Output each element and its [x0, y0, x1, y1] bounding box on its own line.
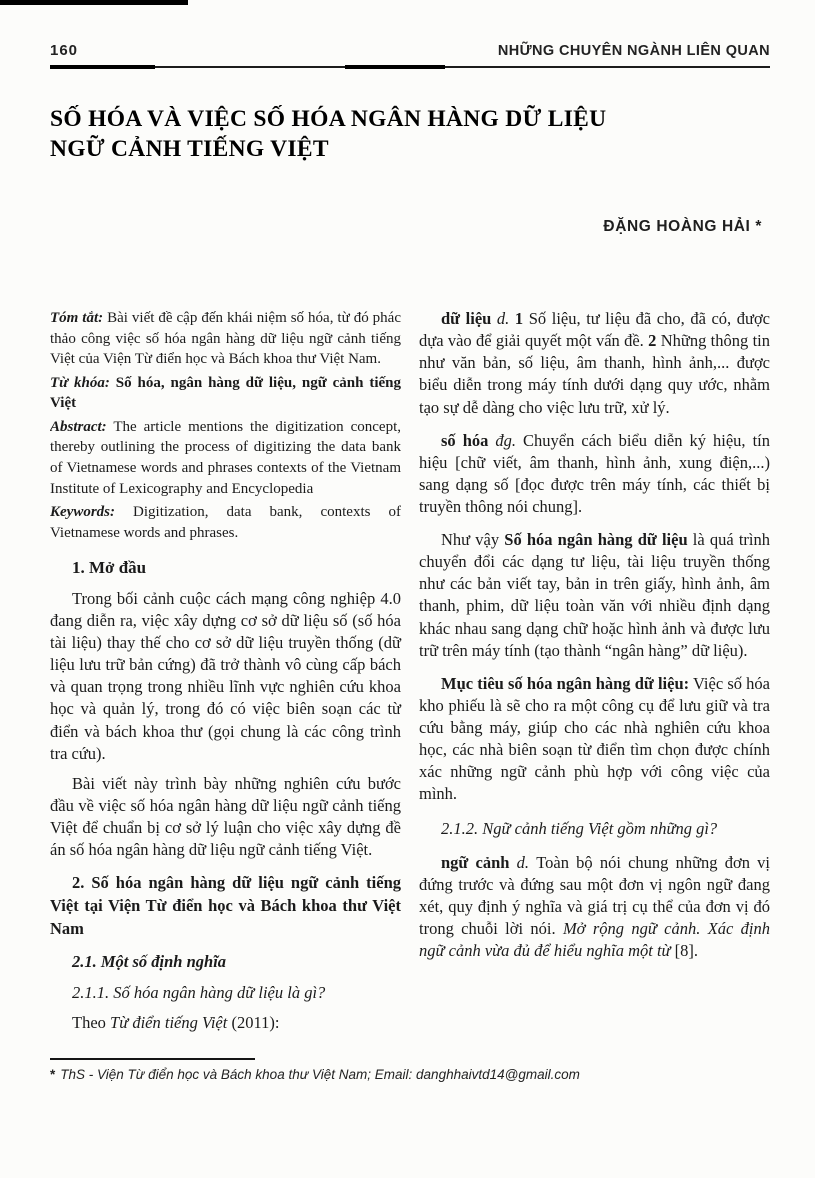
- footnote-text-line: [50, 1067, 770, 1082]
- sense-1-number: 1: [514, 309, 529, 329]
- nhu-vay-pre: Như vậy: [441, 530, 505, 550]
- footnote-marker: *: [50, 1067, 56, 1082]
- footnote: [50, 1058, 770, 1082]
- section-2-1-1-heading: 2.1.1. Số hóa ngân hàng dữ liệu là gì?: [72, 982, 326, 1002]
- nhu-vay-bold-phrase: Số hóa ngân hàng dữ liệu: [504, 530, 688, 550]
- sense-2-number: 2: [648, 331, 657, 351]
- term-ngu-canh: ngữ cảnh: [441, 852, 510, 872]
- two-column-body: [50, 308, 770, 1050]
- section-2-1-1-lead: [50, 1012, 401, 1034]
- lead-pre: Theo: [72, 1012, 111, 1032]
- ngu-canh-definition: [419, 852, 770, 963]
- term-du-lieu: dữ liệu: [441, 309, 492, 329]
- right-column: [419, 308, 770, 1050]
- article-title-line-1: SỐ HÓA VÀ VIỆC SỐ HÓA NGÂN HÀNG DỮ LIỆU: [50, 106, 607, 132]
- keywords-paragraph: [50, 502, 401, 543]
- section-1-paragraph-1: Trong bối cảnh cuộc cách mạng công nghiệp 4.0 đang diễn ra, việc xây dựng cơ sở dữ liệu số (số hóa tài liệu) thay thế cho cơ sở dữ liệu truyền thống (dữ liệu lưu trữ bản cứng) đã trở thành vô cùng cấp bách và quan trọng trong nhiều lĩnh vực nghiên cứu khoa học và quản lý, trong đó có việc biên soạn các từ điển và bách khoa thư (gọi chung là các công trình tra cứu).: [50, 588, 401, 763]
- sense-1-text: Số liệu, tư liệu đã cho, đã có, được dựa vào để giải quyết một vấn đề.: [419, 309, 770, 351]
- abstract-paragraph: [50, 417, 401, 499]
- tu-khoa-paragraph: [50, 373, 401, 414]
- nhu-vay-paragraph: [419, 529, 770, 662]
- tu-khoa-label: Từ khóa:: [50, 374, 110, 391]
- footnote-text: ThS - Viện Từ điển học và Bách khoa thư Việt Nam; Email: danghhaivtd14@gmail.com: [60, 1067, 580, 1082]
- section-1-heading: 1. Mở đầu: [72, 558, 147, 578]
- article-title: [50, 104, 770, 164]
- running-header: [50, 0, 770, 59]
- pos-abbrev: đg.: [488, 430, 524, 450]
- ngu-canh-text: Toàn bộ nói chung những đơn vị đứng trước và đứng sau một đơn vị ngôn ngữ đang xét, quy định ý nghĩa và giá trị cụ thể của đơn vị đó trong chuỗi lời nói.: [419, 852, 770, 938]
- running-header-title: NHỮNG CHUYÊN NGÀNH LIÊN QUAN: [497, 43, 770, 59]
- pos-abbrev: d.: [509, 852, 537, 872]
- section-2-heading: 2. Số hóa ngân hàng dữ liệu ngữ cảnh tiếng Việt tại Viện Từ điển học và Bách khoa thư Việt Nam: [50, 873, 401, 939]
- header-rule-segment: [345, 65, 445, 69]
- term-so-hoa: số hóa: [441, 430, 489, 450]
- header-rule: [50, 66, 770, 68]
- du-lieu-definition: [419, 308, 770, 419]
- abstract-label: Abstract:: [50, 418, 107, 435]
- abstract-block: [50, 308, 401, 543]
- tu-khoa-text: Số hóa, ngân hàng dữ liệu, ngữ cảnh tiếng Việt: [50, 374, 401, 412]
- ngu-canh-example: Mở rộng ngữ cảnh. Xác định ngữ cảnh vừa đủ để hiểu nghĩa một từ: [419, 918, 770, 960]
- abstract-text: The article mentions the digitization concept, thereby outlining the process of digitizing the data bank of Vietnamese words and phrases contexts of the Vietnam Institute of Lexicography and Encyclopedia: [50, 418, 401, 497]
- so-hoa-definition: [419, 430, 770, 518]
- scan-artifact-bar: [0, 0, 188, 5]
- pos-abbrev: d.: [491, 309, 515, 329]
- section-1-paragraph-2: Bài viết này trình bày những nghiên cứu bước đầu về việc số hóa ngân hàng dữ liệu ngữ cảnh tiếng Việt để chuẩn bị cơ sở lý luận cho việc xây dựng đề án số hóa ngân hàng dữ liệu ngữ cảnh tiếng Việt.: [50, 773, 401, 860]
- keywords-text: Digitization, data bank, contexts of Vietnamese words and phrases.: [50, 504, 401, 541]
- section-2-1-heading: 2.1. Một số định nghĩa: [72, 951, 227, 971]
- muc-tieu-text: Việc số hóa kho phiếu là sẽ cho ra một công cụ để lưu giữ và tra cứu bằng máy, giúp cho các nhà nghiên cứu khoa học, các nhà biên soạn từ điển tìm chọn được chính xác những ngữ cảnh phù hợp với công việc của mình.: [419, 673, 770, 804]
- so-hoa-text: Chuyển cách biểu diễn ký hiệu, tín hiệu [chữ viết, âm thanh, hình ảnh, xung điện,...) sang dạng số [đọc được trên máy tính, các thiết bị truyền thông nói chung].: [419, 430, 770, 517]
- article-title-line-2: NGỮ CẢNH TIẾNG VIỆT: [50, 136, 329, 163]
- lead-post: (2011):: [227, 1012, 280, 1032]
- author-line: ĐẶNG HOÀNG HẢI *: [603, 218, 762, 236]
- muc-tieu-paragraph: [419, 673, 770, 806]
- dictionary-title: Từ điển tiếng Việt: [110, 1012, 228, 1032]
- ngu-canh-reference: [8].: [670, 941, 699, 960]
- tom-tat-text: Bài viết đề cập đến khái niệm số hóa, từ đó phác thảo công việc số hóa ngân hàng dữ liệu ngữ cảnh tiếng Việt của Viện Từ điển học và Bách khoa thư Việt Nam.: [50, 310, 401, 368]
- page-number: 160: [50, 42, 79, 59]
- footnote-rule: [50, 1058, 255, 1060]
- tom-tat-paragraph: [50, 308, 401, 370]
- section-2-1-2-heading: 2.1.2. Ngữ cảnh tiếng Việt gồm những gì?: [441, 819, 718, 839]
- keywords-label: Keywords:: [50, 504, 115, 521]
- sense-2-text: Những thông tin như văn bản, số liệu, âm thanh, hình ảnh,... được biểu diễn trong máy tính dưới dạng quy ước, nhằm tạo sự dễ dàng cho việc lưu trữ, xử lý.: [419, 331, 770, 417]
- nhu-vay-post: là quá trình chuyển đổi các dạng tư liệu, tài liệu truyền thống như các bản viết tay, bản in trên giấy, hình ảnh, âm thanh, phim, dữ liệu toàn văn với nhiều định dạng khác nhau sang dạng chữ hoặc hình ảnh và được lưu trữ trên máy tính (tạo thành “ngân hàng” dữ liệu).: [419, 530, 770, 660]
- muc-tieu-label: Mục tiêu số hóa ngân hàng dữ liệu:: [441, 673, 690, 693]
- tom-tat-label: Tóm tắt:: [50, 310, 104, 327]
- left-column: [50, 308, 401, 1050]
- header-rule-segment: [50, 65, 155, 69]
